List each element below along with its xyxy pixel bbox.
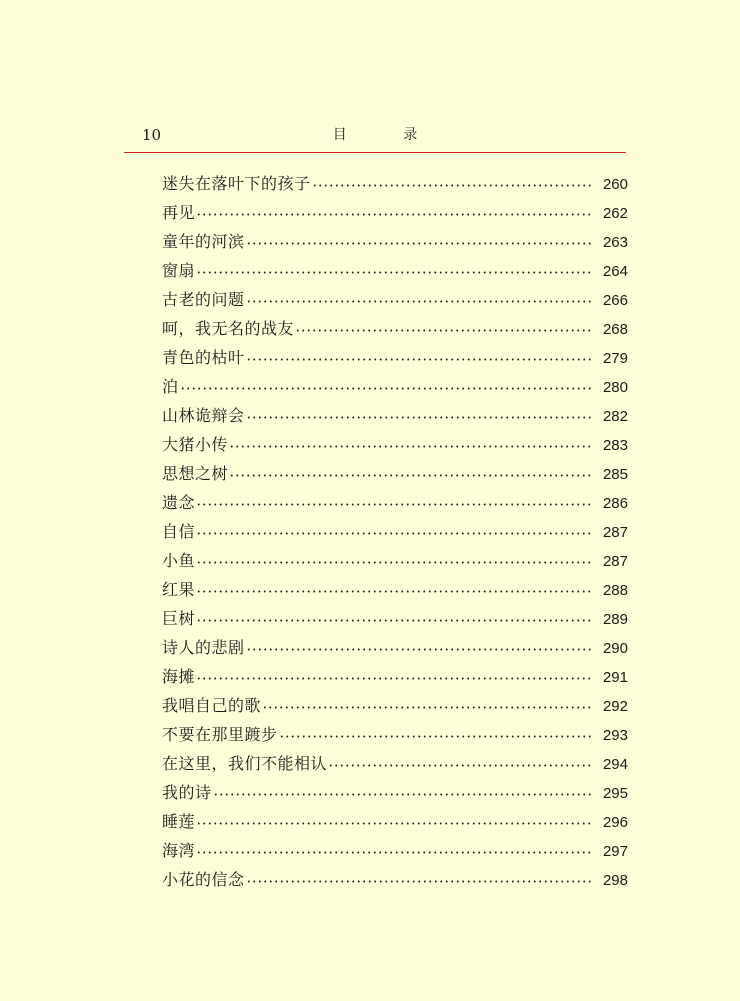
- toc-entry-title: 自信: [162, 522, 196, 541]
- toc-entry-page-number: 285: [602, 466, 628, 483]
- toc-entry-page-number: 286: [602, 495, 628, 512]
- toc-entry-page-number: 282: [602, 408, 628, 425]
- toc-entry[interactable]: [162, 488, 628, 517]
- dot-leader: [196, 561, 594, 564]
- dot-leader: [246, 416, 594, 419]
- dot-leader: [312, 184, 594, 187]
- toc-entry[interactable]: [162, 720, 628, 749]
- table-of-contents: [162, 169, 628, 894]
- toc-entry-page-number: 287: [602, 553, 628, 570]
- dot-leader: [246, 300, 594, 303]
- page-number: 10: [142, 126, 162, 144]
- dot-leader: [295, 329, 594, 332]
- toc-entry-title: 青色的枯叶: [162, 348, 245, 367]
- toc-entry[interactable]: [162, 691, 628, 720]
- dot-leader: [196, 590, 594, 593]
- toc-entry-title: 古老的问题: [162, 290, 245, 309]
- toc-entry-page-number: 297: [602, 843, 628, 860]
- toc-entry-page-number: 263: [602, 234, 628, 251]
- toc-entry[interactable]: [162, 517, 628, 546]
- toc-entry-title: 大猪小传: [162, 435, 229, 454]
- toc-entry-title: 小花的信念: [162, 870, 245, 889]
- dot-leader: [229, 474, 594, 477]
- toc-entry-title: 不要在那里踱步: [162, 725, 278, 744]
- toc-entry-title: 遗念: [162, 493, 196, 512]
- toc-entry-title: 窗扇: [162, 261, 196, 280]
- toc-entry-title: 山林诡辩会: [162, 406, 245, 425]
- toc-entry-title: 我的诗: [162, 783, 212, 802]
- dot-leader: [196, 532, 594, 535]
- toc-entry-page-number: 293: [602, 727, 628, 744]
- toc-entry-title: 海湾: [162, 841, 196, 860]
- toc-entry[interactable]: [162, 343, 628, 372]
- header-rule: [124, 152, 626, 153]
- toc-entry-title: 海摊: [162, 667, 196, 686]
- toc-entry-page-number: 289: [602, 611, 628, 628]
- toc-entry-page-number: 266: [602, 292, 628, 309]
- dot-leader: [279, 735, 594, 738]
- toc-entry-title: 诗人的悲剧: [162, 638, 245, 657]
- dot-leader: [196, 503, 594, 506]
- toc-entry[interactable]: [162, 749, 628, 778]
- toc-entry-page-number: 262: [602, 205, 628, 222]
- dot-leader: [196, 271, 594, 274]
- toc-entry[interactable]: [162, 285, 628, 314]
- toc-entry-page-number: 260: [602, 176, 628, 193]
- dot-leader: [213, 793, 594, 796]
- toc-entry-title: 巨树: [162, 609, 196, 628]
- running-header-title: 目 录: [332, 127, 444, 143]
- toc-entry[interactable]: [162, 198, 628, 227]
- toc-entry[interactable]: [162, 401, 628, 430]
- toc-entry-page-number: 264: [602, 263, 628, 280]
- toc-entry-page-number: 296: [602, 814, 628, 831]
- toc-entry-page-number: 291: [602, 669, 628, 686]
- toc-entry[interactable]: [162, 633, 628, 662]
- toc-entry-title: 红果: [162, 580, 196, 599]
- dot-leader: [246, 242, 594, 245]
- toc-entry[interactable]: [162, 430, 628, 459]
- toc-entry[interactable]: [162, 575, 628, 604]
- toc-entry-page-number: 294: [602, 756, 628, 773]
- dot-leader: [246, 648, 594, 651]
- toc-entry-page-number: 298: [602, 872, 628, 889]
- dot-leader: [196, 677, 594, 680]
- dot-leader: [246, 358, 594, 361]
- toc-entry[interactable]: [162, 227, 628, 256]
- toc-entry-page-number: 290: [602, 640, 628, 657]
- toc-entry-title: 思想之树: [162, 464, 229, 483]
- toc-entry[interactable]: [162, 546, 628, 575]
- toc-entry-title: 泊: [162, 377, 179, 396]
- toc-entry-page-number: 295: [602, 785, 628, 802]
- dot-leader: [196, 822, 594, 825]
- toc-entry-title: 睡莲: [162, 812, 196, 831]
- toc-entry[interactable]: [162, 865, 628, 894]
- toc-entry-title: 在这里，我们不能相认: [162, 754, 328, 773]
- toc-entry[interactable]: [162, 459, 628, 488]
- toc-entry-page-number: 288: [602, 582, 628, 599]
- toc-entry[interactable]: [162, 314, 628, 343]
- toc-entry[interactable]: [162, 256, 628, 285]
- toc-entry-page-number: 283: [602, 437, 628, 454]
- dot-leader: [196, 213, 594, 216]
- toc-entry-page-number: 268: [602, 321, 628, 338]
- toc-entry-page-number: 292: [602, 698, 628, 715]
- toc-entry[interactable]: [162, 169, 628, 198]
- dot-leader: [328, 764, 594, 767]
- dot-leader: [196, 619, 594, 622]
- dot-leader: [196, 851, 594, 854]
- toc-entry-title: 我唱自己的歌: [162, 696, 262, 715]
- dot-leader: [229, 445, 594, 448]
- toc-entry[interactable]: [162, 778, 628, 807]
- toc-entry[interactable]: [162, 372, 628, 401]
- toc-entry-title: 呵，我无名的战友: [162, 319, 295, 338]
- toc-entry-title: 再见: [162, 203, 196, 222]
- toc-entry-title: 童年的河滨: [162, 232, 245, 251]
- dot-leader: [180, 387, 594, 390]
- toc-entry-page-number: 279: [602, 350, 628, 367]
- dot-leader: [262, 706, 594, 709]
- toc-entry-title: 小鱼: [162, 551, 196, 570]
- toc-entry[interactable]: [162, 807, 628, 836]
- toc-entry-page-number: 280: [602, 379, 628, 396]
- running-header: [124, 120, 626, 154]
- toc-entry[interactable]: [162, 604, 628, 633]
- toc-entry[interactable]: [162, 836, 628, 865]
- toc-entry-page-number: 287: [602, 524, 628, 541]
- toc-entry-title: 迷失在落叶下的孩子: [162, 174, 311, 193]
- toc-entry[interactable]: [162, 662, 628, 691]
- dot-leader: [246, 880, 594, 883]
